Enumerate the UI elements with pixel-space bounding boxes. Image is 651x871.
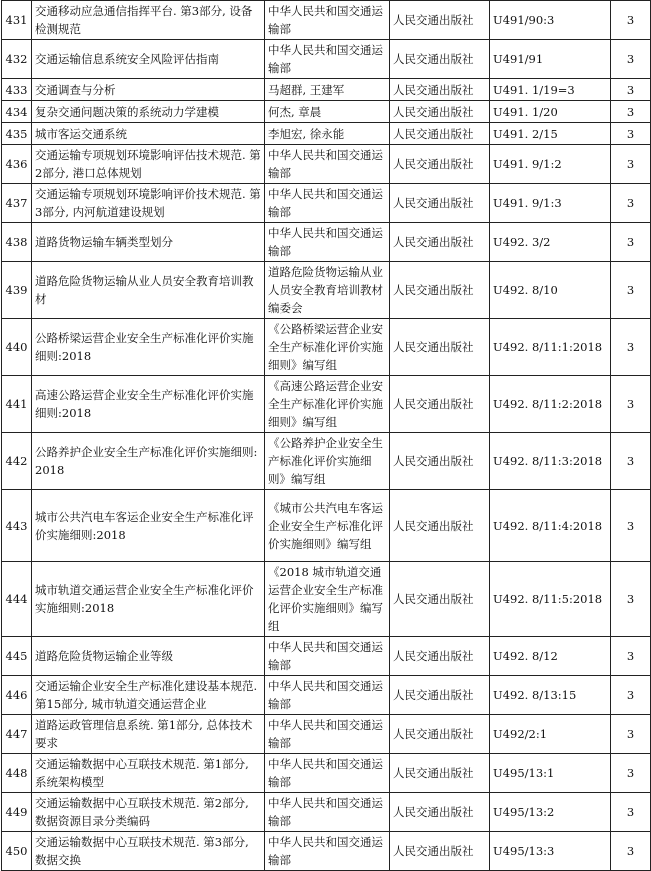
book-publisher: 人民交通出版社: [390, 676, 490, 715]
row-number: 441: [2, 376, 32, 433]
copy-count: 3: [611, 184, 651, 223]
call-number: U491. 9/1:2: [490, 145, 611, 184]
copy-count: 3: [611, 715, 651, 754]
call-number: U492. 8/11:3:2018: [490, 433, 611, 490]
table-row: [2, 490, 651, 562]
book-title: 复杂交通问题决策的系统动力学建模: [32, 101, 265, 123]
book-publisher: 人民交通出版社: [390, 262, 490, 319]
book-title: 交通运输信息系统安全风险评估指南: [32, 40, 265, 79]
row-number: 442: [2, 433, 32, 490]
copy-count: 3: [611, 79, 651, 101]
row-number: 440: [2, 319, 32, 376]
row-number: 447: [2, 715, 32, 754]
table-row: [2, 145, 651, 184]
copy-count: 3: [611, 433, 651, 490]
book-publisher: 人民交通出版社: [390, 40, 490, 79]
book-table-body: [2, 1, 651, 871]
book-title: 交通运输专项规划环境影响评估技术规范. 第2部分, 港口总体规划: [32, 145, 265, 184]
copy-count: 3: [611, 1, 651, 40]
book-publisher: 人民交通出版社: [390, 562, 490, 637]
book-publisher: 人民交通出版社: [390, 145, 490, 184]
copy-count: 3: [611, 40, 651, 79]
row-number: 450: [2, 832, 32, 871]
book-author: 《城市公共汽电车客运企业安全生产标准化评价实施细则》编写组: [265, 490, 390, 562]
book-author: 何杰, 章晨: [265, 101, 390, 123]
book-title: 道路货物运输车辆类型划分: [32, 223, 265, 262]
book-publisher: 人民交通出版社: [390, 490, 490, 562]
book-publisher: 人民交通出版社: [390, 123, 490, 145]
row-number: 444: [2, 562, 32, 637]
book-publisher: 人民交通出版社: [390, 793, 490, 832]
book-title: 交通运输数据中心互联技术规范. 第3部分, 数据交换: [32, 832, 265, 871]
book-title: 交通运输企业安全生产标准化建设基本规范. 第15部分, 城市轨道交通运营企业: [32, 676, 265, 715]
book-title: 道路危险货物运输企业等级: [32, 637, 265, 676]
book-title: 交通调查与分析: [32, 79, 265, 101]
book-publisher: 人民交通出版社: [390, 223, 490, 262]
book-publisher: 人民交通出版社: [390, 101, 490, 123]
book-author: 中华人民共和国交通运输部: [265, 715, 390, 754]
book-title: 公路养护企业安全生产标准化评价实施细则:2018: [32, 433, 265, 490]
copy-count: 3: [611, 562, 651, 637]
call-number: U492/2:1: [490, 715, 611, 754]
book-author: 《2018 城市轨道交通运营企业安全生产标准化评价实施细则》编写组: [265, 562, 390, 637]
book-author: 中华人民共和国交通运输部: [265, 184, 390, 223]
copy-count: 3: [611, 676, 651, 715]
table-row: [2, 1, 651, 40]
book-author: 中华人民共和国交通运输部: [265, 145, 390, 184]
call-number: U492. 8/11:1:2018: [490, 319, 611, 376]
row-number: 439: [2, 262, 32, 319]
book-author: 中华人民共和国交通运输部: [265, 1, 390, 40]
call-number: U491. 1/19=3: [490, 79, 611, 101]
call-number: U492. 8/13:15: [490, 676, 611, 715]
book-publisher: 人民交通出版社: [390, 319, 490, 376]
book-publisher: 人民交通出版社: [390, 832, 490, 871]
book-publisher: 人民交通出版社: [390, 1, 490, 40]
table-row: [2, 433, 651, 490]
row-number: 432: [2, 40, 32, 79]
call-number: U492. 8/11:5:2018: [490, 562, 611, 637]
book-title: 城市公共汽电车客运企业安全生产标准化评价实施细则:2018: [32, 490, 265, 562]
table-row: [2, 715, 651, 754]
book-author: 中华人民共和国交通运输部: [265, 754, 390, 793]
table-row: [2, 101, 651, 123]
copy-count: 3: [611, 145, 651, 184]
book-publisher: 人民交通出版社: [390, 637, 490, 676]
table-row: [2, 223, 651, 262]
row-number: 435: [2, 123, 32, 145]
row-number: 445: [2, 637, 32, 676]
row-number: 448: [2, 754, 32, 793]
table-row: [2, 40, 651, 79]
book-title: 交通移动应急通信指挥平台. 第3部分, 设备检测规范: [32, 1, 265, 40]
book-publisher: 人民交通出版社: [390, 433, 490, 490]
row-number: 436: [2, 145, 32, 184]
book-author: 中华人民共和国交通运输部: [265, 676, 390, 715]
book-table: [1, 0, 651, 871]
call-number: U491. 9/1:3: [490, 184, 611, 223]
book-publisher: 人民交通出版社: [390, 376, 490, 433]
call-number: U495/13:3: [490, 832, 611, 871]
copy-count: 3: [611, 319, 651, 376]
row-number: 433: [2, 79, 32, 101]
book-title: 交通运输数据中心互联技术规范. 第2部分, 数据资源目录分类编码: [32, 793, 265, 832]
book-author: 《公路养护企业安全生产标准化评价实施细则》编写组: [265, 433, 390, 490]
call-number: U492. 8/11:4:2018: [490, 490, 611, 562]
copy-count: 3: [611, 832, 651, 871]
call-number: U491/90:3: [490, 1, 611, 40]
table-row: [2, 319, 651, 376]
call-number: U495/13:2: [490, 793, 611, 832]
book-author: 李旭宏, 徐永能: [265, 123, 390, 145]
book-title: 城市轨道交通运营企业安全生产标准化评价实施细则:2018: [32, 562, 265, 637]
copy-count: 3: [611, 490, 651, 562]
book-author: 中华人民共和国交通运输部: [265, 793, 390, 832]
book-title: 城市客运交通系统: [32, 123, 265, 145]
copy-count: 3: [611, 101, 651, 123]
book-author: 中华人民共和国交通运输部: [265, 40, 390, 79]
row-number: 437: [2, 184, 32, 223]
book-publisher: 人民交通出版社: [390, 184, 490, 223]
table-row: [2, 793, 651, 832]
copy-count: 3: [611, 376, 651, 433]
call-number: U492. 8/11:2:2018: [490, 376, 611, 433]
book-publisher: 人民交通出版社: [390, 754, 490, 793]
table-row: [2, 79, 651, 101]
call-number: U492. 8/12: [490, 637, 611, 676]
copy-count: 3: [611, 754, 651, 793]
copy-count: 3: [611, 223, 651, 262]
table-row: [2, 676, 651, 715]
table-row: [2, 832, 651, 871]
table-row: [2, 754, 651, 793]
book-publisher: 人民交通出版社: [390, 79, 490, 101]
call-number: U491/91: [490, 40, 611, 79]
book-author: 道路危险货物运输从业人员安全教育培训教材编委会: [265, 262, 390, 319]
book-title: 高速公路运营企业安全生产标准化评价实施细则:2018: [32, 376, 265, 433]
table-row: [2, 376, 651, 433]
copy-count: 3: [611, 123, 651, 145]
book-title: 道路运政管理信息系统. 第1部分, 总体技术要求: [32, 715, 265, 754]
row-number: 438: [2, 223, 32, 262]
book-author: 中华人民共和国交通运输部: [265, 637, 390, 676]
copy-count: 3: [611, 262, 651, 319]
row-number: 443: [2, 490, 32, 562]
book-author: 马超群, 王建军: [265, 79, 390, 101]
call-number: U495/13:1: [490, 754, 611, 793]
table-row: [2, 562, 651, 637]
row-number: 449: [2, 793, 32, 832]
book-title: 公路桥梁运营企业安全生产标准化评价实施细则:2018: [32, 319, 265, 376]
copy-count: 3: [611, 637, 651, 676]
book-author: 中华人民共和国交通运输部: [265, 832, 390, 871]
book-author: 《高速公路运营企业安全生产标准化评价实施细则》编写组: [265, 376, 390, 433]
book-title: 交通运输专项规划环境影响评价技术规范. 第3部分, 内河航道建设规划: [32, 184, 265, 223]
book-title: 交通运输数据中心互联技术规范. 第1部分, 系统架构模型: [32, 754, 265, 793]
book-author: 中华人民共和国交通运输部: [265, 223, 390, 262]
table-row: [2, 184, 651, 223]
table-row: [2, 637, 651, 676]
book-title: 道路危险货物运输从业人员安全教育培训教材: [32, 262, 265, 319]
call-number: U492. 8/10: [490, 262, 611, 319]
row-number: 434: [2, 101, 32, 123]
call-number: U491. 1/20: [490, 101, 611, 123]
copy-count: 3: [611, 793, 651, 832]
row-number: 446: [2, 676, 32, 715]
table-row: [2, 262, 651, 319]
call-number: U492. 3/2: [490, 223, 611, 262]
table-row: [2, 123, 651, 145]
call-number: U491. 2/15: [490, 123, 611, 145]
book-publisher: 人民交通出版社: [390, 715, 490, 754]
book-author: 《公路桥梁运营企业安全生产标准化评价实施细则》编写组: [265, 319, 390, 376]
row-number: 431: [2, 1, 32, 40]
